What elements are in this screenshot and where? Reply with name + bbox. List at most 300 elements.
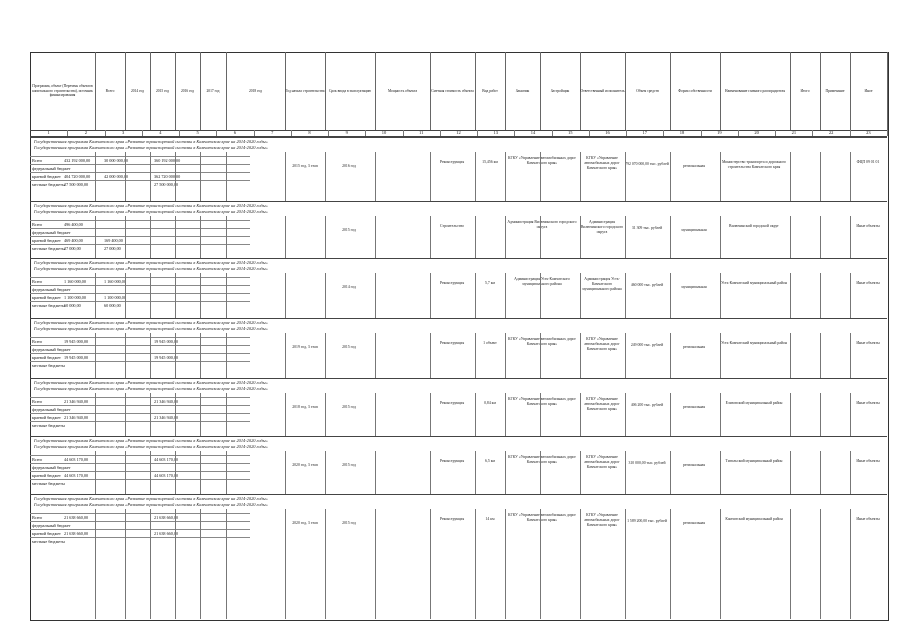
finance-row xyxy=(30,293,250,301)
ownership-form: региональная xyxy=(683,345,705,349)
column-divider xyxy=(540,273,541,319)
customer: Администрация Вилючинского городского округа xyxy=(507,220,577,229)
column-divider xyxy=(125,451,126,495)
column-number: 5 xyxy=(179,130,217,136)
start-year: 2015 год xyxy=(342,463,356,467)
finance-cell: местные бюджеты xyxy=(32,481,65,486)
finance-row xyxy=(30,353,250,361)
section-subtitle: Государственная программа Камчатского края «Развитие транспортной системы в Камчатском крае на 2014-2020 годы» xyxy=(34,209,268,214)
section-subtitle: Государственная программа Камчатского края «Развитие транспортной системы в Камчатском крае на 2014-2020 годы» xyxy=(34,145,268,150)
column-divider xyxy=(790,152,791,202)
header-col-12: Вид работ xyxy=(475,52,506,130)
column-divider xyxy=(625,333,626,379)
column-number: 12 xyxy=(440,130,478,136)
finance-cell: федеральный бюджет xyxy=(32,287,71,292)
column-divider xyxy=(670,393,671,437)
column-divider xyxy=(430,216,431,259)
customer-repeat: КГКУ «Управление автомобильных дорог Камчатского края» xyxy=(584,455,620,469)
section-title: Государственная программа Камчатского края «Развитие транспортной системы в Камчатском крае на 2014-2020 годы» xyxy=(34,139,268,144)
column-number: 13 xyxy=(477,130,515,136)
column-divider xyxy=(475,216,476,259)
finance-row xyxy=(30,345,250,353)
finance-cell: федеральный бюджет xyxy=(32,407,71,412)
column-number: 23 xyxy=(850,130,888,136)
finance-cell: краевой бюджет xyxy=(32,531,61,536)
column-divider xyxy=(720,393,721,437)
finance-cell: местные бюджеты xyxy=(32,539,65,544)
column-number: 19 xyxy=(701,130,739,136)
header-col-18: Наименование главного распорядителя xyxy=(720,52,791,130)
volume: 310 000,00 тыс. рублей xyxy=(628,461,666,465)
finance-cell: 42 000 000,00 xyxy=(104,174,129,179)
finance-row xyxy=(30,405,250,413)
column-divider xyxy=(125,333,126,379)
finance-row xyxy=(30,471,250,479)
start-year: 2015 год xyxy=(342,228,356,232)
work-kind: Реконструкция xyxy=(439,459,465,463)
owner: Тигильский муниципальный район xyxy=(725,459,783,463)
header-col-21: Иное xyxy=(850,52,888,130)
finance-cell: 44 603 170,00 xyxy=(64,457,89,462)
finance-cell: местные бюджеты xyxy=(32,182,65,187)
column-divider xyxy=(125,393,126,437)
column-divider xyxy=(325,273,326,319)
ownership-form: региональная xyxy=(683,405,705,409)
capacity: 15,456 км xyxy=(482,160,498,164)
finance-cell: 19 945 000,00 xyxy=(154,355,179,360)
header-col-14: Застройщик xyxy=(540,52,581,130)
column-divider xyxy=(540,152,541,202)
column-divider xyxy=(95,333,96,379)
column-divider xyxy=(325,333,326,379)
ownership-form: муниципальная xyxy=(681,228,707,232)
completion-years: 2015 год, 3 этап xyxy=(292,164,318,168)
completion-years: 2020 год, 3 этап xyxy=(292,521,318,525)
column-divider xyxy=(150,393,151,437)
column-divider xyxy=(580,451,581,495)
column-divider xyxy=(430,333,431,379)
column-divider xyxy=(430,273,431,319)
customer-repeat: КГКУ «Управление автомобильных дорог Камчатского края» xyxy=(584,513,620,527)
finance-cell: 21 346 940,00 xyxy=(154,399,179,404)
finance-row xyxy=(30,244,250,252)
column-divider xyxy=(580,393,581,437)
finance-cell: местные бюджеты xyxy=(32,246,65,251)
column-divider xyxy=(790,451,791,495)
finance-row xyxy=(30,413,250,421)
object-section xyxy=(30,494,887,619)
column-divider xyxy=(475,333,476,379)
header-col-9: Срок ввода в эксплуатацию xyxy=(325,52,376,130)
finance-row xyxy=(30,397,250,405)
column-divider xyxy=(125,273,126,319)
column-divider xyxy=(175,152,176,202)
header-col-16: Объем средств xyxy=(625,52,671,130)
customer: КГКУ «Управление автомобильных дорог Камчатского края» xyxy=(507,337,577,346)
header-col-8: Год начала строительства xyxy=(285,52,326,130)
column-divider xyxy=(820,152,821,202)
finance-cell: 21 638 660,00 xyxy=(64,515,89,520)
finance-cell: 21 346 940,00 xyxy=(154,415,179,420)
finance-cell: федеральный бюджет xyxy=(32,230,71,235)
ownership-form: региональная xyxy=(683,463,705,467)
column-divider xyxy=(820,393,821,437)
section-title: Государственная программа Камчатского края «Развитие транспортной системы в Камчатском крае на 2014-2020 годы» xyxy=(34,320,268,325)
header-col-5: 2016 год xyxy=(175,52,201,130)
finance-row xyxy=(30,220,250,228)
volume: 31 309 тыс. рублей xyxy=(631,226,663,230)
column-divider xyxy=(670,333,671,379)
column-divider xyxy=(720,509,721,619)
column-number: 6 xyxy=(216,130,254,136)
column-number: 18 xyxy=(663,130,701,136)
owner: Усть-Камчатский муниципальный район xyxy=(721,281,787,285)
header-col-6: 2017 год xyxy=(200,52,227,130)
customer-repeat: Администрация Вилючинского городского округа xyxy=(580,220,624,234)
section-subtitle: Государственная программа Камчатского края «Развитие транспортной системы в Камчатском крае на 2014-2020 годы» xyxy=(34,444,268,449)
column-divider xyxy=(580,509,581,619)
column-divider xyxy=(475,509,476,619)
column-divider xyxy=(850,451,851,495)
volume: 460 000 тыс. рублей xyxy=(630,283,664,287)
column-divider xyxy=(95,273,96,319)
column-divider xyxy=(850,333,851,379)
customer: КГКУ «Управление автомобильных дорог Камчатского края» xyxy=(507,156,577,165)
finance-cell: 169 400,00 xyxy=(104,238,123,243)
finance-row xyxy=(30,361,250,369)
section-subtitle: Государственная программа Камчатского края «Развитие транспортной системы в Камчатском крае на 2014-2020 годы» xyxy=(34,386,268,391)
finance-cell: 404 720 000,00 xyxy=(64,174,91,179)
finance-row xyxy=(30,337,250,345)
column-divider xyxy=(200,152,201,202)
column-divider xyxy=(540,216,541,259)
finance-row xyxy=(30,455,250,463)
finance-cell: 21 346 940,00 xyxy=(64,399,89,404)
finance-row xyxy=(30,164,250,172)
finance-cell: местные бюджеты xyxy=(32,423,65,428)
column-divider xyxy=(285,152,286,202)
column-divider xyxy=(430,451,431,495)
finance-cell: 27 000,00 xyxy=(64,246,81,251)
column-divider xyxy=(325,152,326,202)
column-number: 20 xyxy=(738,130,776,136)
volume: 1 589 200,00 тыс. рублей xyxy=(627,519,667,523)
column-divider xyxy=(625,152,626,202)
column-number: 21 xyxy=(775,130,813,136)
header-col-2: Всего xyxy=(95,52,126,130)
finance-row xyxy=(30,156,250,164)
column-number: 15 xyxy=(552,130,590,136)
start-year: 2015 год xyxy=(342,405,356,409)
finance-cell: 21 638 660,00 xyxy=(64,531,89,536)
capacity: 14 км xyxy=(485,517,495,521)
column-number: 16 xyxy=(589,130,627,136)
column-divider xyxy=(505,152,506,202)
note: Иные объекты xyxy=(856,341,880,345)
column-divider xyxy=(670,216,671,259)
column-divider xyxy=(540,393,541,437)
column-divider xyxy=(125,216,126,259)
column-divider xyxy=(150,509,151,619)
finance-row xyxy=(30,285,250,293)
volume: 406 200 тыс. рублей xyxy=(630,403,664,407)
section-title: Государственная программа Камчатского края «Развитие транспортной системы в Камчатском крае на 2014-2020 годы» xyxy=(34,260,268,265)
header-col-1: Программа, объект (Перечень объектов капитального строительства), источник финансирования xyxy=(30,52,96,130)
finance-cell: федеральный бюджет xyxy=(32,166,71,171)
customer: Администрация Усть-Камчатского муниципального района xyxy=(514,277,570,286)
finance-cell: 19 945 000,00 xyxy=(64,339,89,344)
finance-cell: 19 945 000,00 xyxy=(154,339,179,344)
volume: 249 000 тыс. рублей xyxy=(630,343,664,347)
column-divider xyxy=(125,509,126,619)
column-divider xyxy=(285,216,286,259)
column-divider xyxy=(150,451,151,495)
customer: КГКУ «Управление автомобильных дорог Камчатского края» xyxy=(507,455,577,464)
column-divider xyxy=(580,216,581,259)
column-divider xyxy=(226,216,227,259)
column-divider xyxy=(150,152,151,202)
work-kind: Реконструкция xyxy=(439,160,465,164)
column-number: 7 xyxy=(254,130,292,136)
column-divider xyxy=(226,273,227,319)
column-divider xyxy=(670,273,671,319)
column-divider xyxy=(820,451,821,495)
section-title: Государственная программа Камчатского края «Развитие транспортной системы в Камчатском крае на 2014-2020 годы» xyxy=(34,438,268,443)
finance-cell: 44 603 170,00 xyxy=(64,473,89,478)
finance-cell: 1 160 000,00 xyxy=(104,279,126,284)
column-number: 11 xyxy=(403,130,441,136)
header-col-7: 2018 год xyxy=(226,52,286,130)
finance-cell: краевой бюджет xyxy=(32,174,61,179)
column-divider xyxy=(475,273,476,319)
column-divider xyxy=(285,509,286,619)
finance-cell: 19 945 000,00 xyxy=(64,355,89,360)
column-divider xyxy=(790,509,791,619)
section-title: Государственная программа Камчатского края «Развитие транспортной системы в Камчатском крае на 2014-2020 годы» xyxy=(34,380,268,385)
finance-cell: 60 000,00 xyxy=(64,303,81,308)
header-col-15: Ответственный исполнитель xyxy=(580,52,626,130)
object-section xyxy=(30,137,887,202)
column-divider xyxy=(720,152,721,202)
column-divider xyxy=(375,216,376,259)
finance-cell: 362 720 000,00 xyxy=(154,174,181,179)
column-divider xyxy=(375,333,376,379)
column-divider xyxy=(625,509,626,619)
column-divider xyxy=(540,333,541,379)
completion-years: 2019 год, 3 этап xyxy=(292,345,318,349)
column-number: 2 xyxy=(67,130,105,136)
finance-row xyxy=(30,228,250,236)
column-divider xyxy=(226,333,227,379)
column-divider xyxy=(475,393,476,437)
column-divider xyxy=(150,216,151,259)
finance-cell: 21 638 660,00 xyxy=(154,531,179,536)
column-divider xyxy=(95,152,96,202)
column-divider xyxy=(95,451,96,495)
finance-cell: федеральный бюджет xyxy=(32,523,71,528)
finance-cell: Всего xyxy=(32,158,43,163)
work-kind: Реконструкция xyxy=(439,281,465,285)
column-divider xyxy=(670,152,671,202)
finance-row xyxy=(30,172,250,180)
column-divider xyxy=(325,451,326,495)
column-divider xyxy=(150,333,151,379)
ownership-form: муниципальная xyxy=(681,285,707,289)
owner: Камчатский муниципальный район xyxy=(725,517,783,521)
work-kind: Реконструкция xyxy=(439,341,465,345)
object-section xyxy=(30,378,887,437)
finance-cell: Всего xyxy=(32,515,43,520)
column-divider xyxy=(200,509,201,619)
finance-cell: краевой бюджет xyxy=(32,238,61,243)
column-divider xyxy=(375,509,376,619)
header-col-13: Заказчик xyxy=(505,52,541,130)
completion-years: 2018 год, 3 этап xyxy=(292,405,318,409)
column-divider xyxy=(790,393,791,437)
column-divider xyxy=(850,273,851,319)
finance-row xyxy=(30,277,250,285)
capacity: 6,5 км xyxy=(485,459,495,463)
object-section xyxy=(30,318,887,379)
column-divider xyxy=(540,509,541,619)
column-number: 3 xyxy=(105,130,143,136)
finance-cell: федеральный бюджет xyxy=(32,347,71,352)
start-year: 2015 год xyxy=(342,345,356,349)
owner: Елизовский муниципальный район xyxy=(725,401,783,405)
column-numbers-row xyxy=(30,130,887,137)
column-divider xyxy=(720,216,721,259)
customer: КГКУ «Управление автомобильных дорог Камчатского края» xyxy=(507,513,577,522)
column-divider xyxy=(720,451,721,495)
finance-row xyxy=(30,301,250,309)
column-number: 4 xyxy=(142,130,180,136)
finance-cell: 27 500 000,00 xyxy=(154,182,179,187)
work-kind: Реконструкция xyxy=(439,517,465,521)
section-subtitle: Государственная программа Камчатского края «Развитие транспортной системы в Камчатском крае на 2014-2020 годы» xyxy=(34,266,268,271)
note: Иные объекты xyxy=(856,517,880,521)
finance-cell: 1 100 000,00 xyxy=(64,295,86,300)
finance-cell: краевой бюджет xyxy=(32,355,61,360)
column-divider xyxy=(150,273,151,319)
column-divider xyxy=(175,451,176,495)
finance-cell: 30 000 000,00 xyxy=(104,158,129,163)
column-divider xyxy=(125,152,126,202)
column-divider xyxy=(720,273,721,319)
start-year: 2014 год xyxy=(342,285,356,289)
completion-years xyxy=(285,228,325,248)
column-divider xyxy=(226,509,227,619)
finance-row xyxy=(30,521,250,529)
object-section xyxy=(30,436,887,495)
finance-cell: федеральный бюджет xyxy=(32,465,71,470)
column-divider xyxy=(375,393,376,437)
finance-cell: 60 000,00 xyxy=(104,303,121,308)
column-divider xyxy=(200,273,201,319)
completion-years xyxy=(285,285,325,305)
finance-row xyxy=(30,513,250,521)
column-divider xyxy=(505,273,506,319)
section-subtitle: Государственная программа Камчатского края «Развитие транспортной системы в Камчатском крае на 2014-2020 годы» xyxy=(34,326,268,331)
column-divider xyxy=(475,152,476,202)
column-divider xyxy=(820,509,821,619)
column-divider xyxy=(175,216,176,259)
finance-cell: Всего xyxy=(32,222,43,227)
finance-row xyxy=(30,479,250,487)
ownership-form: региональная xyxy=(683,521,705,525)
column-divider xyxy=(226,393,227,437)
note: ФЦП 09 01 01 xyxy=(856,160,880,164)
column-divider xyxy=(720,333,721,379)
column-divider xyxy=(820,273,821,319)
column-divider xyxy=(285,333,286,379)
object-section xyxy=(30,258,887,319)
column-divider xyxy=(505,509,506,619)
column-divider xyxy=(200,393,201,437)
finance-cell: 27 000,00 xyxy=(104,246,121,251)
column-divider xyxy=(850,216,851,259)
column-divider xyxy=(95,393,96,437)
finance-row xyxy=(30,529,250,537)
column-number: 14 xyxy=(514,130,552,136)
column-divider xyxy=(175,393,176,437)
header-col-10: Мощность объекта xyxy=(375,52,431,130)
column-divider xyxy=(430,152,431,202)
header-col-11: Сметная стоимость объекта xyxy=(430,52,476,130)
finance-cell: 27 500 000,00 xyxy=(64,182,89,187)
customer-repeat: КГКУ «Управление автомобильных дорог Камчатского края» xyxy=(584,397,620,411)
column-divider xyxy=(625,393,626,437)
finance-cell: 432 192 000,00 xyxy=(64,158,91,163)
column-divider xyxy=(200,216,201,259)
column-divider xyxy=(505,393,506,437)
owner: Усть-Камчатский муниципальный район xyxy=(721,341,787,345)
work-kind: Реконструкция xyxy=(439,401,465,405)
finance-cell: 360 192 000,00 xyxy=(154,158,181,163)
column-divider xyxy=(175,333,176,379)
header-col-17: Форма собственности xyxy=(670,52,721,130)
finance-cell: 469 400,00 xyxy=(64,238,83,243)
header-col-19: Итого xyxy=(790,52,821,130)
column-divider xyxy=(175,273,176,319)
finance-row xyxy=(30,236,250,244)
finance-row xyxy=(30,463,250,471)
column-divider xyxy=(850,152,851,202)
finance-cell: 21 346 940,00 xyxy=(64,415,89,420)
finance-cell: 1 100 000,00 xyxy=(104,295,126,300)
note: Иные объекты xyxy=(856,401,880,405)
column-divider xyxy=(430,509,431,619)
owner: Министерство транспорта и дорожного строительства Камчатского края xyxy=(722,160,786,169)
start-year: 2016 год xyxy=(342,164,356,168)
finance-cell: Всего xyxy=(32,457,43,462)
capacity xyxy=(475,224,505,248)
column-divider xyxy=(175,509,176,619)
customer-repeat: КГКУ «Управление автомобильных дорог Камчатского края» xyxy=(584,156,620,170)
header-col-20: Примечание xyxy=(820,52,851,130)
column-divider xyxy=(580,333,581,379)
column-divider xyxy=(475,451,476,495)
column-divider xyxy=(505,451,506,495)
column-divider xyxy=(285,451,286,495)
column-divider xyxy=(375,451,376,495)
finance-cell: 1 160 000,00 xyxy=(64,279,86,284)
column-divider xyxy=(820,333,821,379)
column-divider xyxy=(580,152,581,202)
column-divider xyxy=(670,451,671,495)
column-divider xyxy=(325,393,326,437)
column-divider xyxy=(200,451,201,495)
column-divider xyxy=(790,333,791,379)
